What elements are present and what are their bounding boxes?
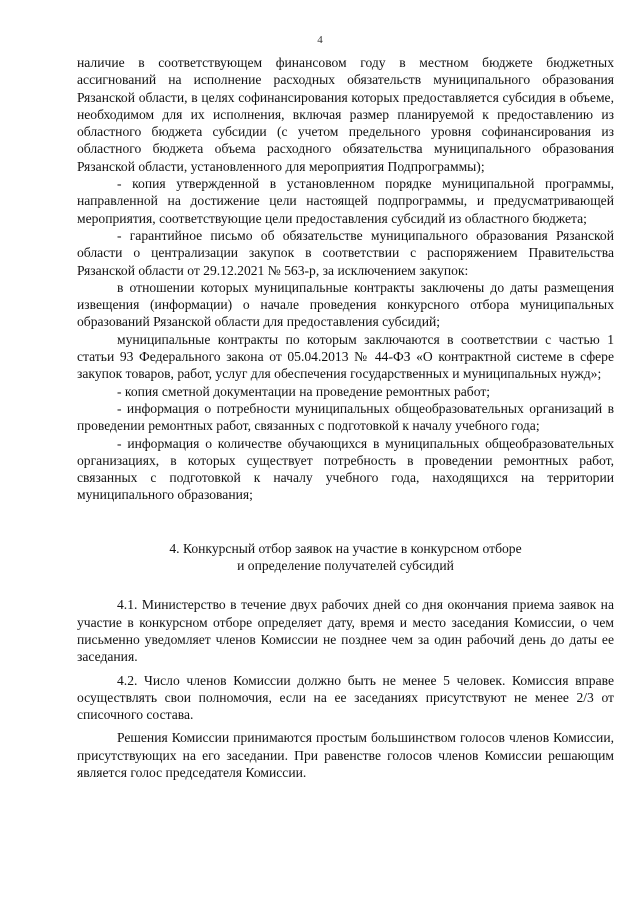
section-heading-line-1: 4. Конкурсный отбор заявок на участие в конкурсном отборе xyxy=(169,540,522,556)
section-heading xyxy=(77,540,614,575)
list-item: - информация о потребности муниципальных общеобразовательных организаций в проведении ремонтных работ, связанных с подготовкой к началу учебного года; xyxy=(77,400,614,434)
paragraph: наличие в соответствующем финансовом году в местном бюджете бюджетных ассигнований на исполнение расходных обязательств муниципального образования Рязанской области, в целях софинансирования которых предоставляется субсидия в объеме, необходимом для их исполнения, включая размер планируемой к предоставлению из областного бюджета субсидии (с учетом предельного уровня софинансирования из областного бюджета объема расходного обязательства муниципального образования Рязанской области, установленного для мероприятия Подпрограммы); xyxy=(77,55,614,174)
paragraph: в отношении которых муниципальные контракты заключены до даты размещения извещения (информации) о начале проведения конкурсного отбора муниципальных образований Рязанской области для предоставления субсидий; xyxy=(77,279,614,330)
list-item: - копия сметной документации на проведение ремонтных работ; xyxy=(117,383,491,399)
list-item: - гарантийное письмо об обязательстве муниципального образования Рязанской области о централизации закупок в соответствии с распоряжением Правительства Рязанской области от 29.12.2021 № 563-р, за исключением закупок: xyxy=(77,227,614,278)
paragraph: 4.2. Число членов Комиссии должно быть не менее 5 человек. Комиссия вправе осуществлять свои полномочия, если на ее заседаниях присутствуют не менее 2/3 от списочного состава. xyxy=(77,672,614,723)
document-body xyxy=(77,54,614,781)
list-item: - копия утвержденной в установленном порядке муниципальной программы, направленной на достижение цели настоящей подпрограммы, и предусматривающей мероприятия, соответствующие цели предоставления субсидий из областного бюджета; xyxy=(77,176,614,226)
paragraph: муниципальные контракты по которым заключаются в соответствии с частью 1 статьи 93 Федерального закона от 05.04.2013 № 44-ФЗ «О контрактной системе в сфере закупок товаров, работ, услуг для обеспечения государственных и муниципальных нужд»; xyxy=(77,331,614,382)
list-item: - информация о количестве обучающихся в муниципальных общеобразовательных организациях, в которых существует потребность в проведении ремонтных работ, связанных с подготовкой к началу учебного года, находящихся на территории муниципального образования; xyxy=(77,435,614,503)
paragraph: 4.1. Министерство в течение двух рабочих дней со дня окончания приема заявок на участие в конкурсном отборе определяет дату, время и место заседания Комиссии, о чем письменно уведомляет членов Комиссии не позднее чем за один рабочий день до даты ее заседания. xyxy=(77,597,614,665)
paragraph: Решения Комиссии принимаются простым большинством голосов членов Комиссии, присутствующих на его заседании. При равенстве голосов членов Комиссии решающим является голос председателя Комиссии. xyxy=(77,730,614,780)
page-number: 4 xyxy=(317,34,323,46)
section-heading-line-2: и определение получателей субсидий xyxy=(237,558,454,574)
